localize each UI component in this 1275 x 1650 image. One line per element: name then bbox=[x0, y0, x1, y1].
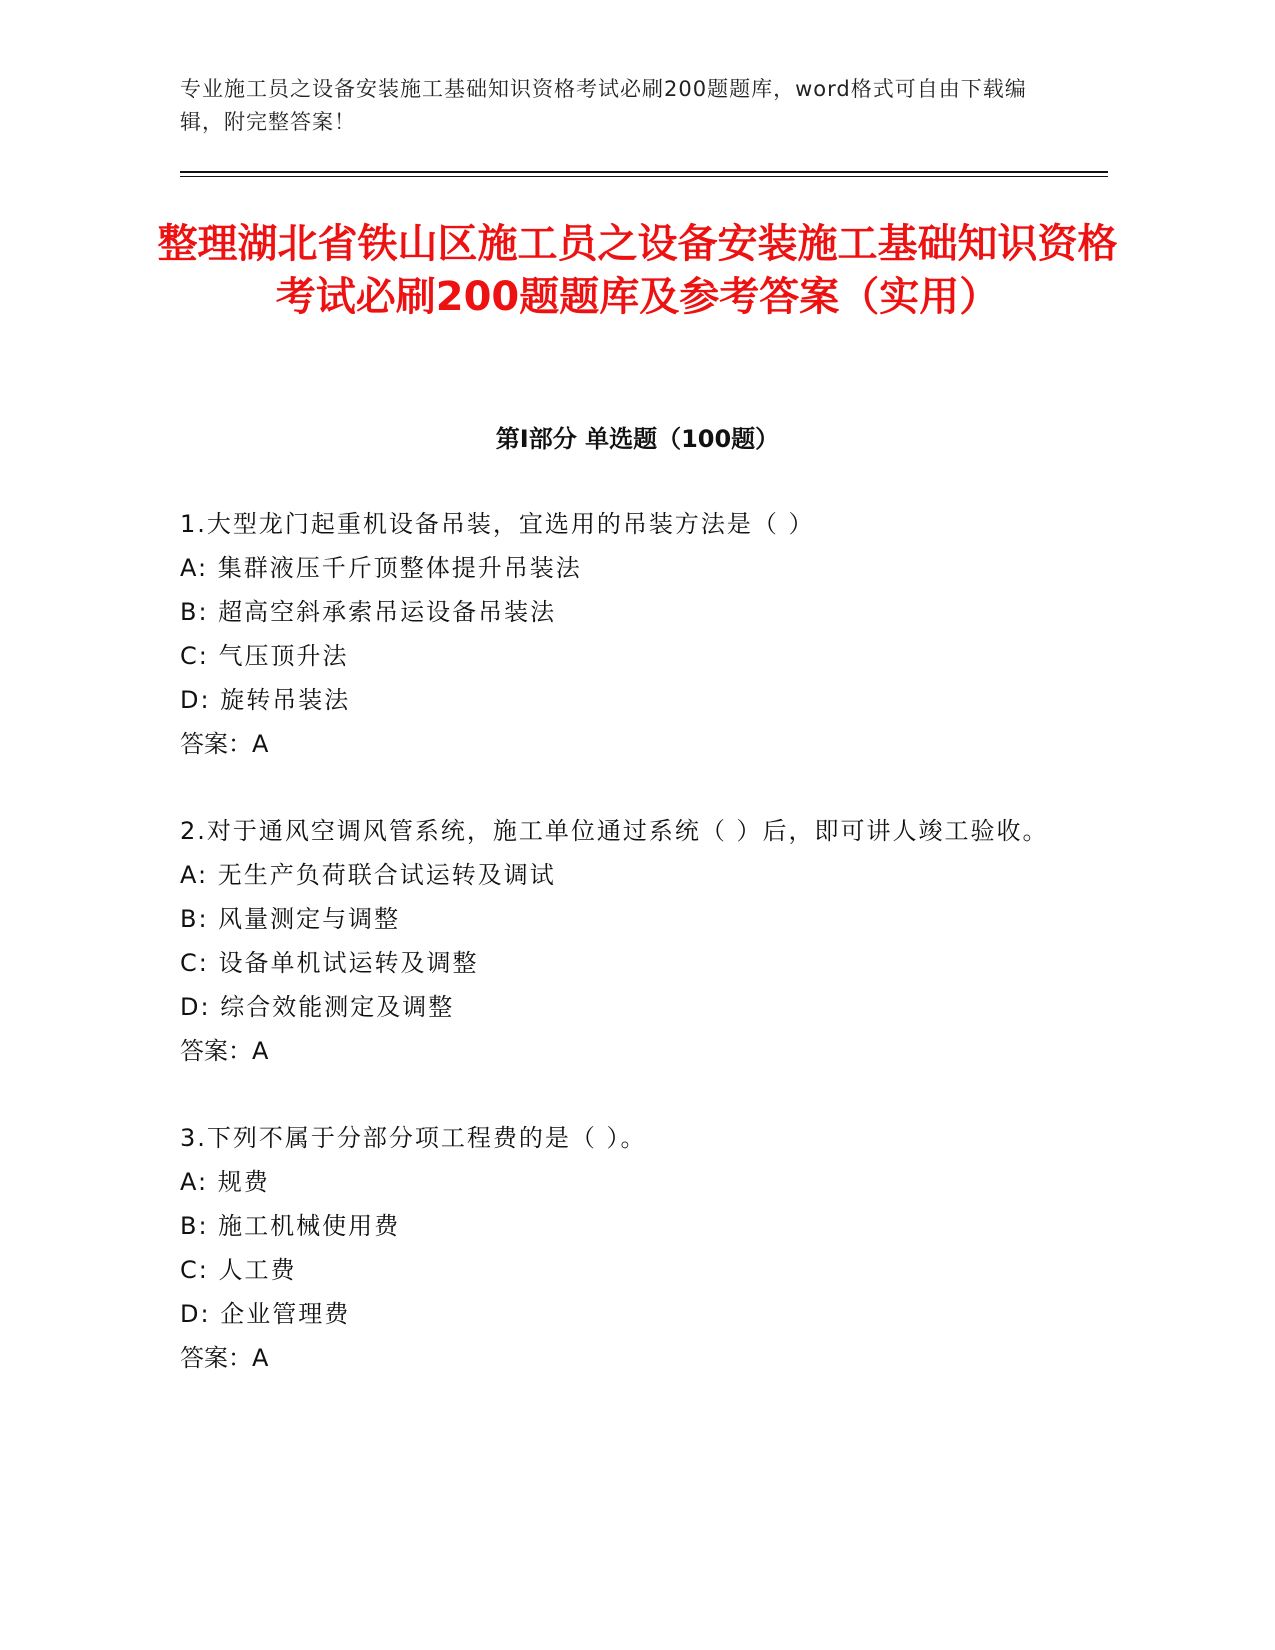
option-d: D: 企业管理费 bbox=[180, 1300, 351, 1328]
option-d: D: 综合效能测定及调整 bbox=[180, 993, 455, 1021]
answer: 答案：A bbox=[180, 730, 269, 758]
header-note: 专业施工员之设备安装施工基础知识资格考试必刷200题题库，word格式可自由下载编辑，附完整答案！ bbox=[180, 77, 1027, 134]
option-b: B: 超高空斜承索吊运设备吊装法 bbox=[180, 598, 557, 626]
question-stem: 1.大型龙门起重机设备吊装，宜选用的吊装方法是（ ） bbox=[180, 510, 815, 538]
question-1 bbox=[180, 502, 1060, 766]
question-3 bbox=[180, 1116, 1060, 1380]
option-a: A: 无生产负荷联合试运转及调试 bbox=[180, 861, 556, 889]
question-stem: 3.下列不属于分部分项工程费的是（ ）。 bbox=[180, 1124, 647, 1152]
option-a: A: 集群液压千斤顶整体提升吊装法 bbox=[180, 554, 582, 582]
answer: 答案：A bbox=[180, 1037, 269, 1065]
header-divider-thick bbox=[180, 171, 1108, 173]
question-list bbox=[180, 502, 1060, 1423]
answer: 答案：A bbox=[180, 1344, 269, 1372]
question-stem: 2.对于通风空调风管系统，施工单位通过系统（ ）后，即可讲人竣工验收。 bbox=[180, 817, 1049, 845]
option-c: C: 设备单机试运转及调整 bbox=[180, 949, 479, 977]
header-divider-thin bbox=[180, 176, 1108, 177]
option-c: C: 气压顶升法 bbox=[180, 642, 349, 670]
option-c: C: 人工费 bbox=[180, 1256, 297, 1284]
option-d: D: 旋转吊装法 bbox=[180, 686, 351, 714]
document-title: 整理湖北省铁山区施工员之设备安装施工基础知识资格考试必刷200题题库及参考答案（实用） bbox=[157, 221, 1118, 320]
section-heading: 第Ⅰ部分 单选题（100题） bbox=[495, 425, 780, 453]
question-2 bbox=[180, 809, 1060, 1073]
option-b: B: 施工机械使用费 bbox=[180, 1212, 401, 1240]
option-b: B: 风量测定与调整 bbox=[180, 905, 401, 933]
option-a: A: 规费 bbox=[180, 1168, 270, 1196]
